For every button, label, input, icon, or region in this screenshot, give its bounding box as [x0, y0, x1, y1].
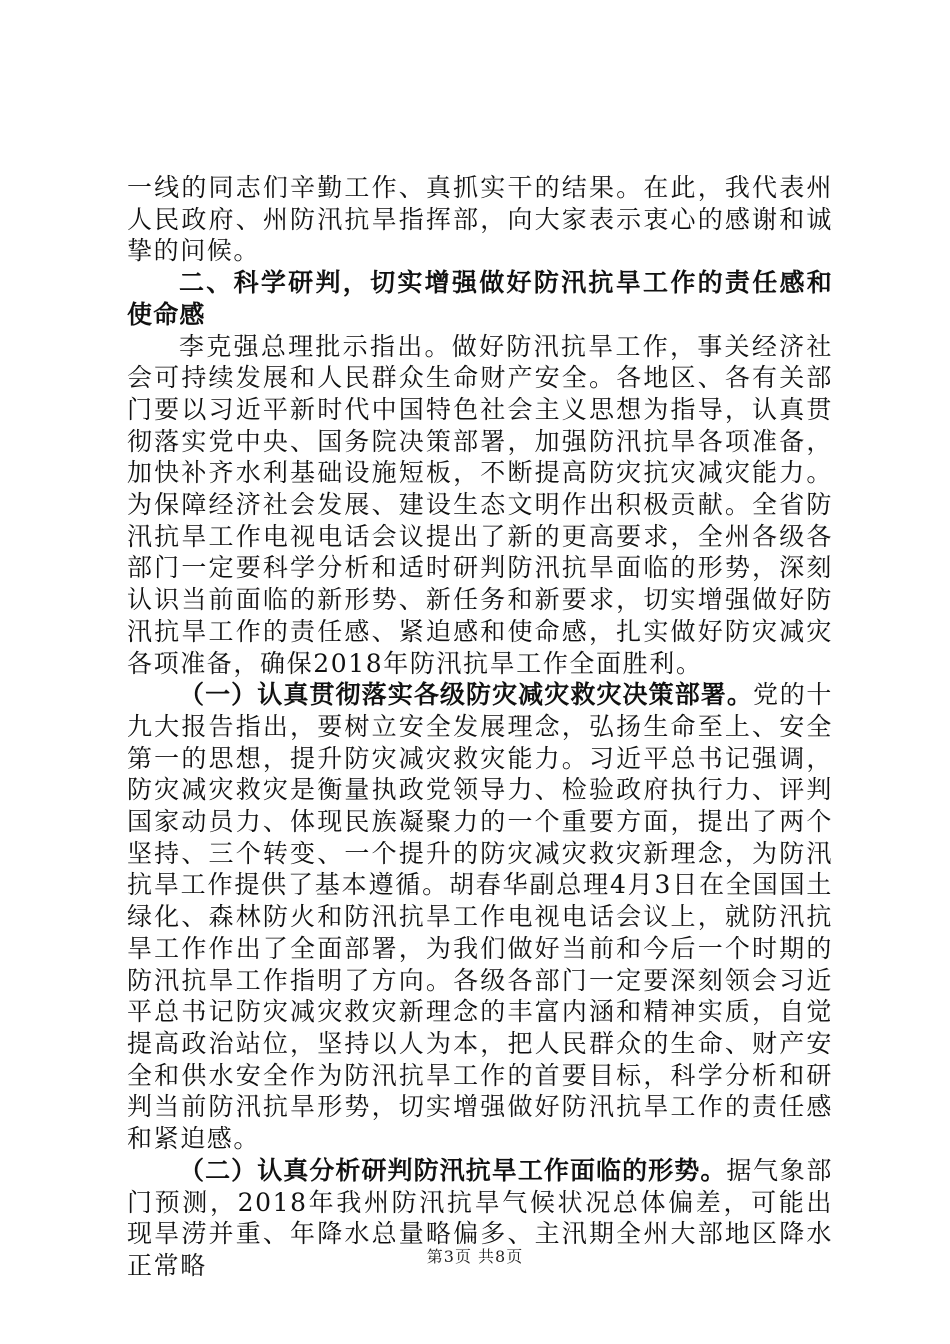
subsection-1-heading: （一）认真贯彻落实各级防灾减灾救灾决策部署。	[179, 680, 753, 710]
paragraph-continuation: 一线的同志们辛勤工作、真抓实干的结果。在此，我代表州人民政府、州防汛抗旱指挥部，向大家表示衷心的感谢和诚挚的问候。	[127, 173, 833, 266]
subsection-2-text: 据气象部门预测，2018年我州防汛抗旱气候状况总体偏差，可能出现旱涝并重、年降水总量略偏多、主汛期全州大部地区降水正常略	[127, 1155, 833, 1280]
document-body	[127, 172, 833, 1282]
subsection-1-text: 党的十九大报告指出，要树立安全发展理念，弘扬生命至上、安全第一的思想，提升防灾减灾救灾能力。习近平总书记强调，防灾减灾救灾是衡量执政党领导力、检验政府执行力、评判国家动员力、体现民族凝聚力的一个重要方面，提出了两个坚持、三个转变、一个提升的防灾减灾救灾新理念，为防汛抗旱工作提供了基本遵循。胡春华副总理4月3日在全国国土绿化、森林防火和防汛抗旱工作电视电话会议上，就防汛抗旱工作作出了全面部署，为我们做好当前和今后一个时期的防汛抗旱工作指明了方向。各级各部门一定要深刻领会习近平总书记防灾减灾救灾新理念的丰富内涵和精神实质，自觉提高政治站位，坚持以人为本，把人民群众的生命、财产安全和供水安全作为防汛抗旱工作的首要目标，科学分析和研判当前防汛抗旱形势，切实增强做好防汛抗旱工作的责任感和紧迫感。	[127, 680, 833, 1154]
page-footer: 第3页 共8页	[426, 1247, 524, 1266]
paragraph-subsection-1	[127, 679, 833, 1155]
paragraph-premier-instruction: 李克强总理批示指出。做好防汛抗旱工作，事关经济社会可持续发展和人民群众生命财产安全。各地区、各有关部门要以习近平新时代中国特色社会主义思想为指导，认真贯彻落实党中央、国务院决策部署，加强防汛抗旱各项准备，加快补齐水利基础设施短板，不断提高防灾抗灾减灾能力。为保障经济社会发展、建设生态文明作出积极贡献。全省防汛抗旱工作电视电话会议提出了新的更高要求，全州各级各部门一定要科学分析和适时研判防汛抗旱面临的形势，深刻认识当前面临的新形势、新任务和新要求，切实增强做好防汛抗旱工作的责任感、紧迫感和使命感，扎实做好防灾减灾各项准备，确保2018年防汛抗旱工作全面胜利。	[127, 331, 833, 678]
section-heading: 二、科学研判，切实增强做好防汛抗旱工作的责任感和使命感	[127, 268, 833, 329]
subsection-2-heading: （二）认真分析研判防汛抗旱工作面临的形势。	[179, 1155, 727, 1185]
